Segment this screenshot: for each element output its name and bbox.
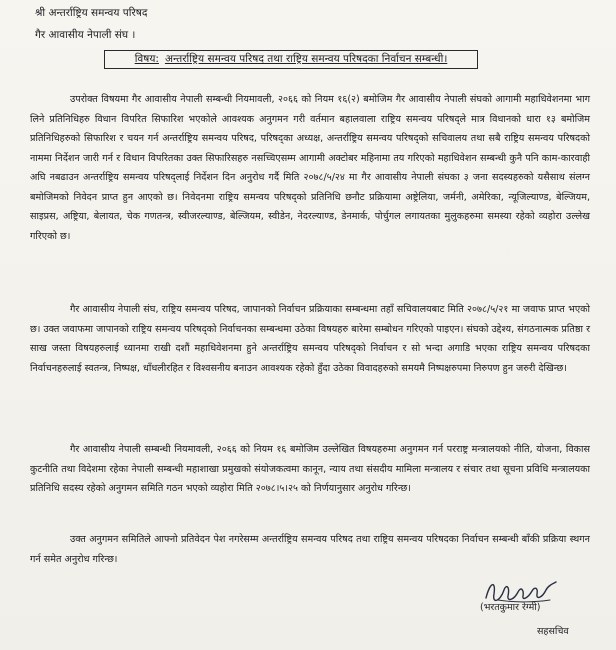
body-paragraph-3: गैर आवासीय नेपाली सम्बन्धी नियमावली, २०६६ को नियम १६ बमोजिम उल्लेखित विषयहरुमा अनुगमन गर्न परराष्ट्र मन्त्रालयको नीति, योजना, विकास कुटनीति तथा विदेशमा रहेका नेपाली सम्बन्धी महाशाखा प्रमुखको संयोजकत्वमा कानून, न्याय तथा संसदीय मामिला मन्त्रालय र संचार तथा सूचना प्रविधि मन्त्रालयका प्रतिनिधि सदस्य रहेको अनुगमन समिति गठन भएको व्यहोरा मिति २०७८।५।२५ को निर्णयानुसार अनुरोध गरिन्छ। [30, 444, 590, 494]
subject-box [104, 50, 478, 69]
body-paragraph-2: गैर आवासीय नेपाली संघ, राष्ट्रिय समन्वय परिषद, जापानको निर्वाचन प्रक्रियाका सम्बन्धमा तहाँ सचिवालयबाट मिति २०७८/५/२१ मा जवाफ प्राप्त भएको छ। उक्त जवाफमा जापानको राष्ट्रिय समन्वय परिषद्को निर्वाचनका सम्बन्धमा उठेका विषयहरु बारेमा सम्बोधन गरिएको पाइएन। संघको उद्देश्य, संगठनात्मक प्रतिष्ठा र साख जस्ता विषयहरुलाई ध्यानमा राखी दशौं महाधिवेशनमा हुने अन्तर्राष्ट्रिय समन्वय परिषद्को निर्वाचन र सो भन्दा अगाडि भएका राष्ट्रिय समन्वय परिषदका निर्वाचनहरुलाई स्वतन्त्र, निष्पक्ष, धाँधलीरहित र विश्वसनीय बनाउन आवश्यक रहेको हुँदा उठेका विवादहरुको समयमै निष्पक्षरुपमा निरुपण हुन जरुरी देखिन्छ। [30, 304, 590, 374]
recipient-line-1: श्री अन्तर्राष्ट्रिय समन्वय परिषद [35, 7, 148, 19]
recipient-line-2: गैर आवासीय नेपाली संघ । [35, 29, 136, 41]
subject-label: विषय: [134, 53, 159, 65]
subject-text: अन्तर्राष्ट्रिय समन्वय परिषद तथा राष्ट्रिय समन्वय परिषदका निर्वाचन सम्बन्धी। [164, 53, 448, 65]
body-paragraph-1: उपरोक्त विषयमा गैर आवासीय नेपाली सम्बन्धी नियमावली, २०६६ को नियम १६(२) बमोजिम गैर आवासीय नेपाली संघको आगामी महाधिवेशनमा भाग लिने प्रतिनिधिहरु विधान विपरित सिफारिश भएकोले आवश्यक अनुगमन गरी वर्तमान बहालवाला राष्ट्रिय समन्वय परिषद्ले मात्र विधानको धारा १३ बमोजिम प्रतिनिधिहरुको सिफारिश र चयन गर्न अन्तर्राष्ट्रिय समन्वय परिषद, परिषद्का अध्यक्ष, अन्तर्राष्ट्रिय समन्वय परिषद्को सचिवालय तथा सबै राष्ट्रिय समन्वय परिषदको नाममा निर्देशन जारी गर्न र विधान विपरितका उक्त सिफारिसहरु नसच्चिएसम्म आगामी अक्टोबर महिनामा तय गरिएको महाधिवेशन सम्बन्धी कुनै पनि काम-कारवाही अघि नबढाउन अन्तर्राष्ट्रिय समन्वय परिषद्लाई निर्देशन दिन अनुरोध गर्दै मिति २०७८/५/२४ मा गैर आवासीय नेपाली संघका ३ जना सदस्यहरुको यसैसाथ संलग्न बमोजिमको निवेदन प्राप्त हुन आएको छ। निवेदनमा राष्ट्रिय समन्वय परिषद्को प्रतिनिधि छनौट प्रक्रियामा अष्ट्रेलिया, जर्मनी, अमेरिका, न्यूजिल्याण्ड, बेल्जियम, साइप्रस, अष्ट्रिया, बेलायत, चेक गणतन्त्र, स्वीजरल्याण्ड, बेल्जियम, स्वीडेन, नेदरल्याण्ड, डेनमार्क, पोर्चुगल लगायतका मुलुकहरुमा समस्या रहेको व्यहोरा उल्लेख गरिएको छ। [30, 94, 590, 242]
signatory-name: (भरतकुमार रेग्मी) [480, 602, 541, 613]
body-paragraph-4: उक्त अनुगमन समितिले आफ्नो प्रतिवेदन पेश नगरेसम्म अन्तर्राष्ट्रिय समन्वय परिषद तथा राष्ट्रिय समन्वय परिषदका निर्वाचन सम्बन्धी बाँकी प्रक्रिया स्थगन गर्न समेत अनुरोध गरिन्छ। [30, 534, 590, 565]
signatory-designation: सहसचिव [537, 626, 569, 637]
